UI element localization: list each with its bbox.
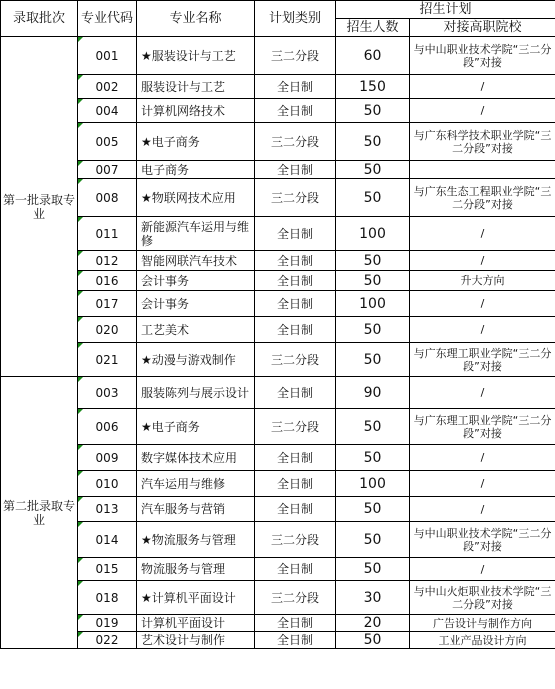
partner-college: / [410,75,555,99]
partner-college: / [410,217,555,251]
table-row [1,558,555,581]
major-code: 019 [78,615,137,632]
enroll-count: 50 [336,558,410,581]
major-code: 007 [78,161,137,179]
major-name: ★计算机平面设计 [137,581,255,615]
partner-college: / [410,377,555,409]
header-name: 专业名称 [137,1,255,37]
partner-college: / [410,445,555,471]
plan-category: 全日制 [255,632,336,649]
plan-category: 三二分段 [255,581,336,615]
enroll-count: 30 [336,581,410,615]
partner-college: 与广东理工职业学院“三二分段”对接 [410,343,555,377]
enroll-count: 50 [336,522,410,558]
partner-college: 与中山职业技术学院“三二分段”对接 [410,37,555,75]
partner-college: 与广东理工职业学院“三二分段”对接 [410,409,555,445]
table-row [1,522,555,558]
major-name: 服装陈列与展示设计 [137,377,255,409]
major-code: 003 [78,377,137,409]
plan-category: 三二分段 [255,123,336,161]
enroll-count: 50 [336,271,410,291]
plan-category: 全日制 [255,251,336,271]
partner-college: 与中山职业技术学院“三二分段”对接 [410,522,555,558]
enroll-count: 100 [336,291,410,317]
major-name: ★物流服务与管理 [137,522,255,558]
plan-category: 全日制 [255,558,336,581]
major-name: 会计事务 [137,291,255,317]
table-row [1,409,555,445]
plan-category: 三二分段 [255,409,336,445]
major-name: 汽车运用与维修 [137,471,255,497]
major-name: 服装设计与工艺 [137,75,255,99]
table-row [1,291,555,317]
partner-college [410,161,555,179]
enroll-count: 50 [336,343,410,377]
partner-college: / [410,471,555,497]
plan-category: 全日制 [255,377,336,409]
header-college: 对接高职院校 [410,19,555,37]
partner-college: 与中山火炬职业技术学院“三二分段”对接 [410,581,555,615]
major-code: 018 [78,581,137,615]
plan-category: 全日制 [255,471,336,497]
major-name: 数字媒体技术应用 [137,445,255,471]
major-code: 020 [78,317,137,343]
plan-category: 全日制 [255,271,336,291]
enroll-count: 90 [336,377,410,409]
enroll-count: 50 [336,497,410,522]
header-code: 专业代码 [78,1,137,37]
partner-college: 升大方向 [410,271,555,291]
enroll-count: 50 [336,161,410,179]
plan-category: 全日制 [255,217,336,251]
major-code: 012 [78,251,137,271]
plan-category: 三二分段 [255,179,336,217]
enroll-count: 50 [336,179,410,217]
partner-college: 广告设计与制作方向 [410,615,555,632]
major-code: 009 [78,445,137,471]
major-name: 工艺美术 [137,317,255,343]
partner-college: / [410,99,555,123]
major-code: 001 [78,37,137,75]
partner-college: / [410,558,555,581]
table-row [1,343,555,377]
enroll-count: 50 [336,317,410,343]
table-row [1,271,555,291]
major-code: 013 [78,497,137,522]
major-code: 006 [78,409,137,445]
table-row [1,75,555,99]
partner-college: 与广东生态工程职业学院“三二分段”对接 [410,179,555,217]
major-code: 021 [78,343,137,377]
table-row [1,217,555,251]
table-row [1,632,555,649]
header-plan: 招生计划 [336,1,555,19]
major-code: 002 [78,75,137,99]
batch-label: 第二批录取专业 [1,377,78,649]
header-count: 招生人数 [336,19,410,37]
enroll-count: 100 [336,471,410,497]
major-code: 014 [78,522,137,558]
partner-college: 与广东科学技术职业学院“三二分段”对接 [410,123,555,161]
plan-category: 三二分段 [255,343,336,377]
partner-college: / [410,317,555,343]
enroll-count: 50 [336,409,410,445]
major-code: 004 [78,99,137,123]
header-batch: 录取批次 [1,1,78,37]
major-code: 022 [78,632,137,649]
plan-category: 全日制 [255,615,336,632]
partner-college: / [410,251,555,271]
plan-category: 全日制 [255,99,336,123]
table-row [1,445,555,471]
major-name: ★物联网技术应用 [137,179,255,217]
major-code: 008 [78,179,137,217]
enroll-count: 60 [336,37,410,75]
batch-label: 第一批录取专业 [1,37,78,377]
plan-category: 全日制 [255,291,336,317]
plan-category: 全日制 [255,161,336,179]
major-code: 011 [78,217,137,251]
header-category: 计划类别 [255,1,336,37]
major-name: 会计事务 [137,271,255,291]
major-name: 物流服务与管理 [137,558,255,581]
partner-college: / [410,497,555,522]
major-code: 017 [78,291,137,317]
table-row [1,581,555,615]
table-row [1,37,555,75]
major-code: 010 [78,471,137,497]
table-row [1,161,555,179]
major-name: ★服装设计与工艺 [137,37,255,75]
major-name: ★电子商务 [137,123,255,161]
enroll-count: 20 [336,615,410,632]
major-name: ★动漫与游戏制作 [137,343,255,377]
major-name: 汽车服务与营销 [137,497,255,522]
table-row [1,251,555,271]
major-name: 计算机网络技术 [137,99,255,123]
major-code: 016 [78,271,137,291]
plan-category: 三二分段 [255,37,336,75]
major-name: 智能网联汽车技术 [137,251,255,271]
table-row [1,123,555,161]
enroll-count: 150 [336,75,410,99]
table-row [1,471,555,497]
enroll-count: 50 [336,99,410,123]
enroll-count: 50 [336,632,410,649]
major-code: 015 [78,558,137,581]
table-row [1,377,555,409]
major-name: 电子商务 [137,161,255,179]
major-name: 艺术设计与制作 [137,632,255,649]
table-row [1,497,555,522]
enroll-count: 100 [336,217,410,251]
enroll-count: 50 [336,445,410,471]
table-row [1,99,555,123]
major-code: 005 [78,123,137,161]
table-row [1,615,555,632]
plan-category: 三二分段 [255,522,336,558]
partner-college: 工业产品设计方向 [410,632,555,649]
enroll-count: 50 [336,251,410,271]
plan-category: 全日制 [255,445,336,471]
table-row [1,317,555,343]
table-row [1,179,555,217]
major-name: 新能源汽车运用与维修 [137,217,255,251]
enroll-count: 50 [336,123,410,161]
plan-category: 全日制 [255,497,336,522]
partner-college: / [410,291,555,317]
plan-category: 全日制 [255,317,336,343]
major-name: 计算机平面设计 [137,615,255,632]
table-body [1,37,555,649]
major-name: ★电子商务 [137,409,255,445]
plan-category: 全日制 [255,75,336,99]
